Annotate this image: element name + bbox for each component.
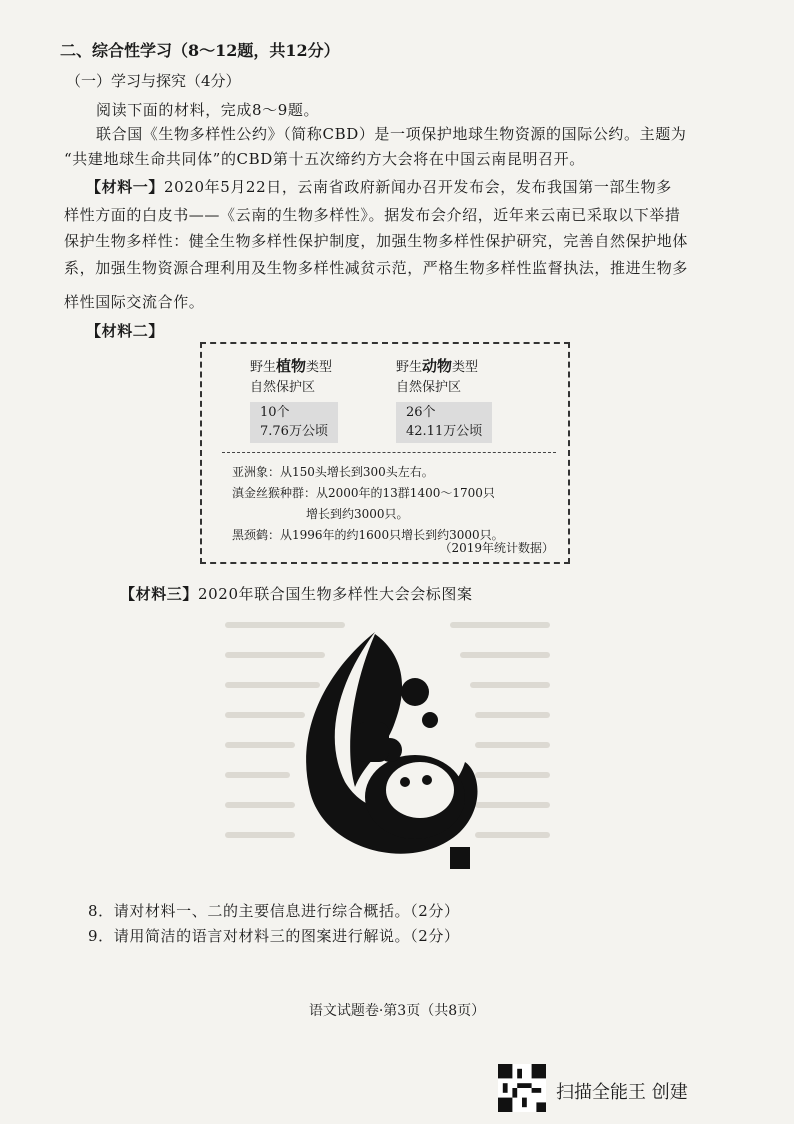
material1-line-3: 保护生物多样性：健全生物多样性保护制度，加强生物多样性保护研究，完善自然保护地体 (64, 232, 689, 250)
box-divider (222, 452, 556, 453)
plant-count: 10个 (260, 405, 290, 420)
question-8: 8．请对材料一、二的主要信息进行综合概括。（2分） (88, 902, 460, 920)
material1-label: 【材料一】 (86, 178, 165, 196)
animal-count: 26个 (406, 405, 436, 420)
animal-title-prefix: 野生 (396, 360, 423, 375)
plant-title-prefix: 野生 (250, 360, 277, 375)
species-stats (232, 462, 504, 546)
material3-text: 2020年联合国生物多样性大会会标图案 (198, 585, 473, 603)
material2-box (200, 342, 570, 564)
animal-reserves (396, 356, 492, 443)
material1-line-2: 样性方面的白皮书——《云南的生物多样性》。据发布会介绍，近年来云南已采取以下举措 (64, 206, 681, 224)
instruction: 阅读下面的材料，完成8～9题。 (96, 101, 320, 119)
page-footer: 语文试题卷·第3页（共8页） (308, 1003, 486, 1019)
logo-image (225, 612, 555, 874)
animal-title-suffix: 类型 (452, 360, 479, 375)
plant-subtitle: 自然保护区 (250, 380, 316, 395)
animal-title (396, 356, 492, 378)
conference-logo (225, 612, 555, 874)
material1-line-1 (86, 176, 672, 197)
material1-line-4: 系，加强生物资源合理利用及生物多样性减贫示范，严格生物多样性监督执法，推进生物多 (64, 259, 689, 277)
stat-elephant: 亚洲象：从150头增长到300头左右。 (232, 465, 434, 479)
scanner-watermark (498, 1064, 748, 1116)
watermark-text: 扫描全能王 创建 (556, 1082, 688, 1103)
subsection-heading: （一）学习与探究（4分） (66, 72, 241, 90)
material1-line-5: 样性国际交流合作。 (64, 293, 205, 311)
question-9: 9．请用简洁的语言对材料三的图案进行解说。（2分） (88, 927, 460, 945)
animal-subtitle: 自然保护区 (396, 380, 462, 395)
material3-label: 【材料三】 (120, 585, 199, 603)
stat-monkey: 滇金丝猴种群：从2000年的13群1400～1700只 (232, 486, 495, 500)
plant-reserves (250, 356, 338, 443)
stat-crane: 黑颈鹤：从1996年的约1600只增长到约3000只。 (232, 528, 504, 542)
plant-title (250, 356, 338, 378)
plant-area: 7.76万公顷 (260, 424, 328, 439)
qr-code-icon (498, 1064, 546, 1112)
section-heading: 二、综合性学习（8～12题，共12分） (60, 41, 340, 60)
animal-stats (396, 402, 492, 443)
animal-title-emph: 动物 (422, 357, 453, 375)
plant-title-emph: 植物 (276, 357, 307, 375)
stats-note: （2019年统计数据） (439, 541, 554, 555)
material2-label: 【材料二】 (86, 322, 165, 340)
intro-line-1: 联合国《生物多样性公约》（简称CBD）是一项保护地球生物资源的国际公约。主题为 (96, 125, 687, 143)
stat-monkey-cont: 增长到约3000只。 (306, 507, 409, 521)
plant-title-suffix: 类型 (306, 360, 333, 375)
plant-stats (250, 402, 338, 443)
material3-line (120, 583, 473, 604)
intro-line-2: “共建地球生命共同体”的CBD第十五次缔约方大会将在中国云南昆明召开。 (64, 150, 585, 168)
material1-text: 2020年5月22日，云南省政府新闻办召开发布会，发布我国第一部生物多 (164, 178, 672, 196)
animal-area: 42.11万公顷 (406, 424, 483, 439)
